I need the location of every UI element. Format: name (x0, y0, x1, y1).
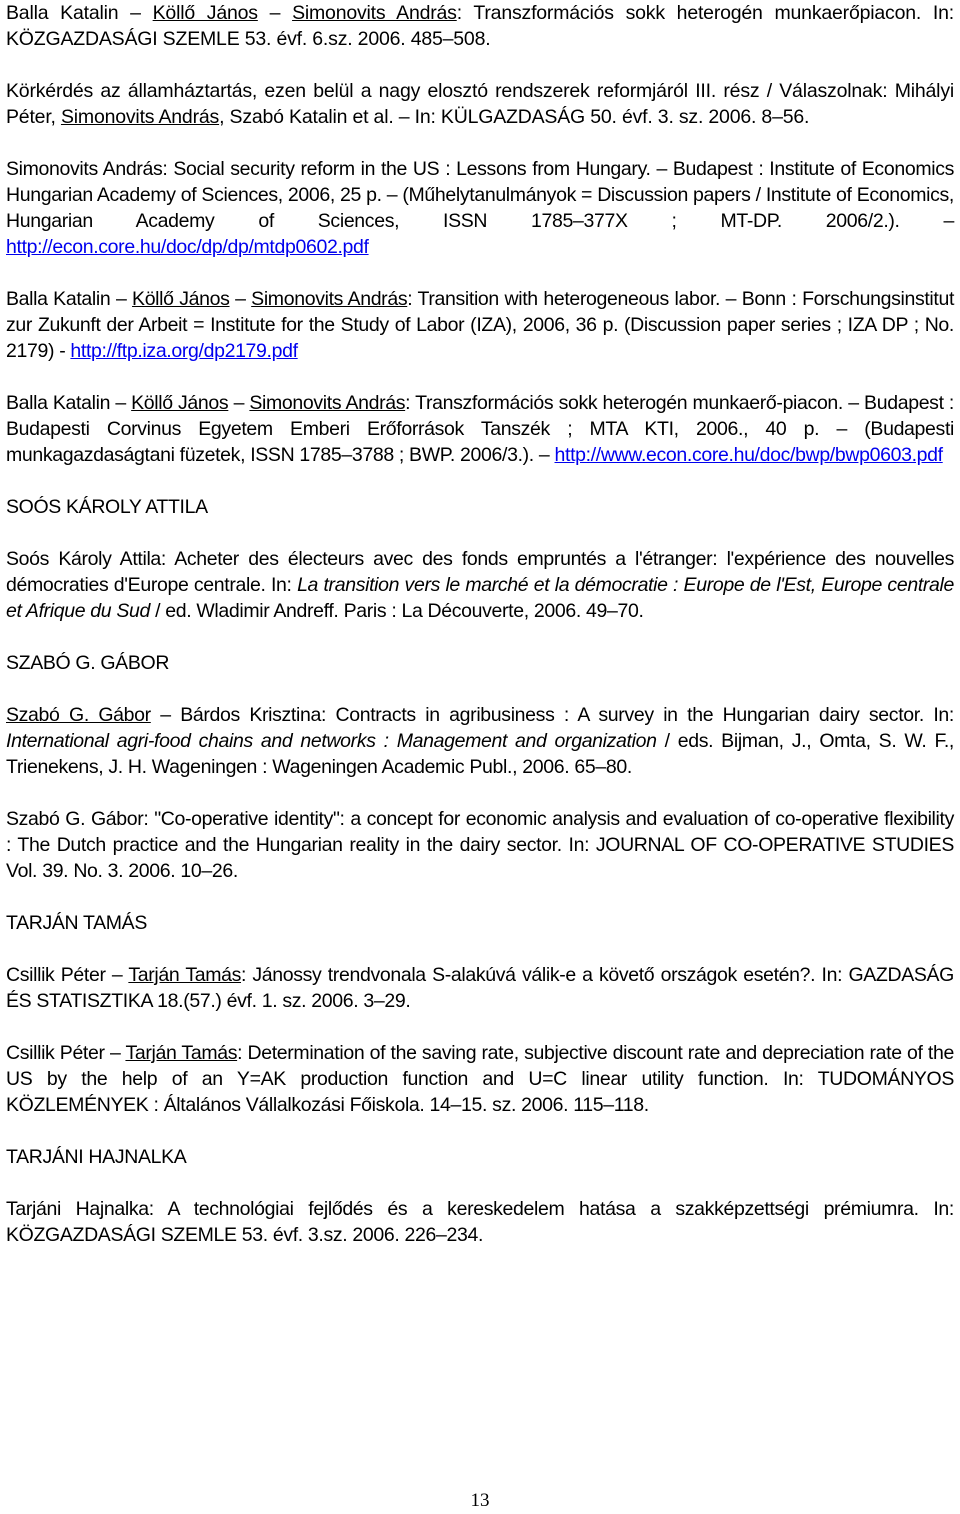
entry-text: Soós Károly Attila: Acheter des électeurs avec des fonds empruntés a l'étranger: l'expérience des nouvelles démocraties d'Europe centrale. In: (6, 548, 954, 596)
author: Balla Katalin (6, 392, 111, 414)
author: Balla Katalin (6, 288, 111, 310)
entry-text: : Transzformációs sokk heterogén munkaerőpiacon. In: KÖZGAZDASÁGI SZEMLE 53. évf. 6.sz. 2006. 485–508. (6, 2, 954, 50)
entry-text: Csillik Péter – (6, 964, 129, 986)
bib-entry (6, 962, 954, 1014)
bib-entry: Tarjáni Hajnalka: A technológiai fejlődés és a kereskedelem hatása a szakképzettségi prémiumra. In: KÖZGAZDASÁGI SZEMLE 53. évf. 3.sz. 2006. 226–234. (6, 1198, 954, 1246)
pdf-link[interactable]: http://ftp.iza.org/dp2179.pdf (70, 340, 298, 362)
bib-entry: Balla Katalin – Köllő János – Simonovits András: Transition with heterogeneous labor. – Bonn : Forschungsinstitut zur Zukunft der Arbeit = Institute for the Study of Labor (IZA), 2006, 36 p. (Discussion paper series ; IZA DP ; No. 2179) - http://ftp.iza.org/dp2179.pdf (6, 288, 955, 362)
entry-text: – Bárdos Krisztina: Contracts in agribusiness : A survey in the Hungarian dairy sector. In: (150, 704, 954, 726)
document-page (6, 0, 954, 1274)
author-link[interactable]: Simonovits András (60, 106, 220, 128)
bib-entry (6, 546, 954, 624)
bib-entry (6, 156, 954, 260)
pdf-link[interactable]: http://www.econ.core.hu/doc/bwp/bwp0603.pdf (554, 444, 943, 466)
author-link[interactable]: Tarján Tamás (128, 964, 241, 986)
author-link[interactable]: Simonovits András (249, 392, 406, 414)
entry-text: / eds. Bijman, J., Omta, S. W. F., Trienekens, J. H. Wageningen : Wageningen Academic Publ., 2006. 65–80. (6, 730, 955, 778)
book-title: La transition vers le marché et la démocratie : Europe de l'Est, Europe centrale et Afrique du Sud (6, 574, 954, 622)
bib-entry (6, 1040, 954, 1118)
entry-text: Simonovits András: Social security reform in the US : Lessons from Hungary. – Budapest : Institute of Economics Hungarian Academy of Sciences, 2006, 25 p. – (Műhelytanulmányok = Discussion papers / Institute of Economics, Hungarian Academy of Sciences, ISSN 1785–377X ; MT-DP. 2006/2.). – (6, 158, 954, 232)
author-link[interactable]: Simonovits András (251, 288, 408, 310)
entry-text: : Transzformációs sokk heterogén munkaerő-piacon. – Budapest : Budapesti Corvinus Egyetem Emberi Erőforrások Tanszék ; MTA KTI, 2006., 40 p. – (Budapesti munkagazdaságtani füzetek, ISSN 1785–3788 ; BWP. 2006/3.). – (6, 392, 955, 466)
section-heading: TARJÁN TAMÁS (6, 912, 147, 934)
page-number: 13 (470, 1490, 490, 1511)
author-link[interactable]: Köllő János (132, 288, 230, 310)
bib-entry: Balla Katalin – Köllő János – Simonovits András: Transzformációs sokk heterogén munkaerő-piacon. – Budapest : Budapesti Corvinus Egyetem Emberi Erőforrások Tanszék ; MTA KTI, 2006., 40 p. – (Budapesti munkagazdaságtani füzetek, ISSN 1785–3788 ; BWP. 2006/3.). – http://www.econ.core.hu/doc/bwp/bwp0603.pdf (6, 392, 955, 466)
book-title: International agri-food chains and networks : Management and organization (6, 730, 657, 752)
bib-entry (6, 702, 954, 780)
bib-entry: Szabó G. Gábor: "Co-operative identity": a concept for economic analysis and evaluation of co-operative flexibility : The Dutch practice and the Hungarian reality in the dairy sector. In: JOURNAL OF CO-OPERATIVE STUDIES Vol. 39. No. 3. 2006. 10–26. (6, 808, 954, 882)
bib-entry: Balla Katalin – Köllő János – Simonovits András: Transzformációs sokk heterogén munkaerőpiacon. In: KÖZGAZDASÁGI SZEMLE 53. évf. 6.sz. 2006. 485–508. (6, 2, 954, 50)
entry-text: Körkérdés az államháztartás, ezen belül a nagy elosztó rendszerek reformjáról III. rész / Válaszolnak: Mihályi Péter, (6, 80, 954, 128)
author-link[interactable]: Simonovits András (292, 2, 457, 24)
section-heading: SZABÓ G. GÁBOR (6, 652, 170, 674)
author-link[interactable]: Szabó G. Gábor (6, 704, 151, 726)
entry-text: Csillik Péter – (6, 1042, 126, 1064)
pdf-link[interactable]: http://econ.core.hu/doc/dp/dp/mtdp0602.pdf (6, 236, 369, 258)
entry-text: : Transition with heterogeneous labor. – Bonn : Forschungsinstitut zur Zukunft der Arbeit = Institute for the Study of Labor (IZA), 2006, 36 p. (Discussion paper series ; IZA DP ; No. 2179) - (6, 288, 955, 362)
bib-entry (6, 78, 954, 130)
entry-text: , Szabó Katalin et al. – In: KÜLGAZDASÁG 50. évf. 3. sz. 2006. 8–56. (219, 106, 810, 128)
section-heading: TARJÁNI HAJNALKA (6, 1146, 187, 1168)
author-link[interactable]: Köllő János (131, 392, 229, 414)
entry-text: / ed. Wladimir Andreff. Paris : La Découverte, 2006. 49–70. (150, 600, 644, 622)
entry-text: : Determination of the saving rate, subjective discount rate and depreciation rate of the US by the help of an Y=AK production function and U=C linear utility function. In: TUDOMÁNYOS KÖZLEMÉNYEK : Általános Vállalkozási Főiskola. 14–15. sz. 2006. 115–118. (6, 1042, 954, 1116)
section-heading: SOÓS KÁROLY ATTILA (6, 496, 208, 518)
author: Balla Katalin (6, 2, 119, 24)
entry-text: : Jánossy trendvonala S-alakúvá válik-e a követő országok esetén?. In: GAZDASÁG ÉS STATISZTIKA 18.(57.) évf. 1. sz. 2006. 3–29. (6, 964, 954, 1012)
author-link[interactable]: Tarján Tamás (125, 1042, 238, 1064)
author-link[interactable]: Köllő János (152, 2, 258, 24)
